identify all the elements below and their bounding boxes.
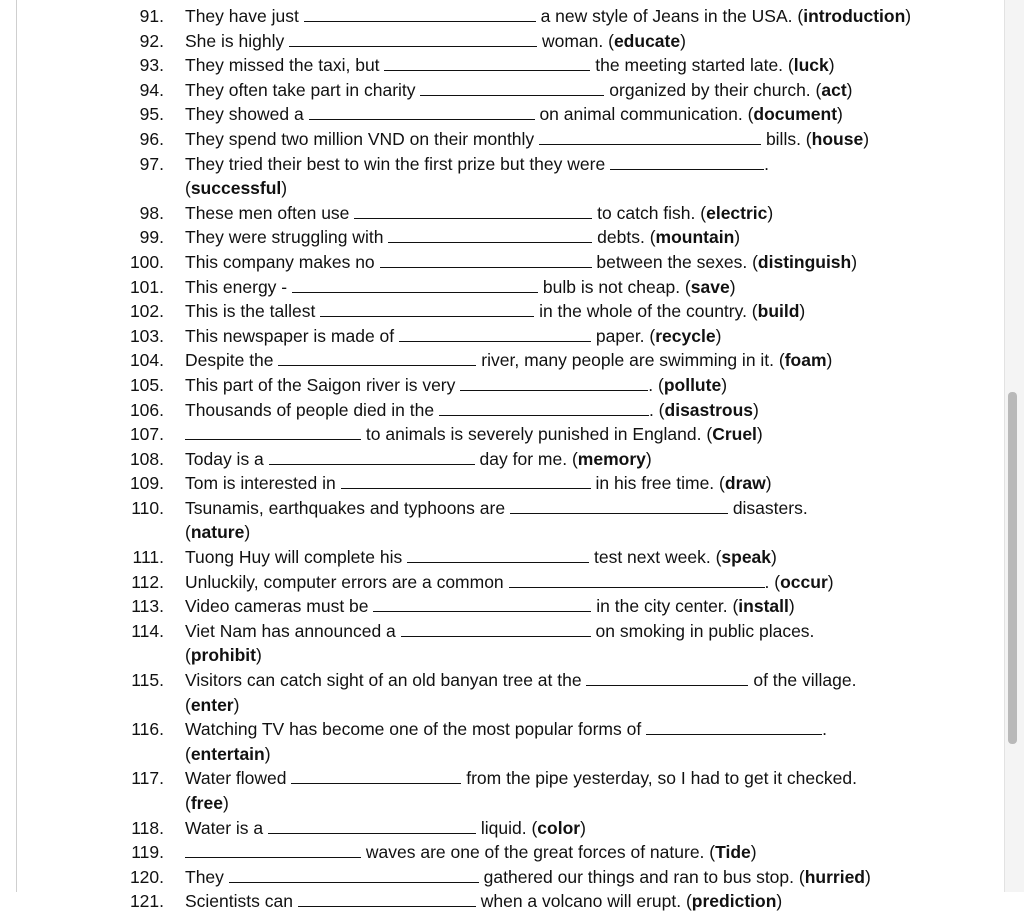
question-number: 113. (131, 596, 164, 617)
question-101 (0, 275, 1004, 300)
question-text: Despite the river, many people are swimming in it. (foam) (185, 350, 833, 371)
question-number: 121. (129, 891, 164, 912)
word-hint: hurried (804, 866, 865, 887)
answer-blank[interactable] (320, 301, 534, 317)
word-hint: introduction (803, 6, 906, 26)
word-hint: free (190, 793, 223, 813)
answer-blank[interactable] (401, 621, 591, 637)
question-108 (0, 447, 1004, 472)
question-text: Water is a liquid. (color) (185, 817, 586, 838)
question-94 (0, 78, 1004, 103)
question-number: 119. (131, 842, 164, 863)
question-text: Tuong Huy will complete his test next week. (speak) (185, 547, 777, 568)
question-text: They spend two million VND on their monthly bills. (house) (185, 128, 870, 149)
question-text: This company makes no between the sexes. (distinguish) (185, 251, 858, 272)
answer-blank[interactable] (354, 203, 592, 219)
question-92 (0, 29, 1004, 54)
question-text: They were struggling with debts. (mountain) (185, 227, 741, 248)
question-text: Thousands of people died in the . (disastrous) (185, 399, 759, 420)
question-96 (0, 127, 1004, 152)
question-number: 106. (129, 399, 164, 420)
answer-blank[interactable] (278, 350, 476, 366)
word-hint: Tide (715, 842, 751, 863)
word-hint: save (690, 276, 730, 297)
word-hint: Cruel (712, 424, 757, 445)
word-hint: install (738, 596, 789, 617)
question-text: They have just a new style of Jeans in the USA. (introduction) (185, 6, 912, 26)
answer-blank[interactable] (388, 227, 592, 243)
question-117 (0, 766, 1004, 815)
question-text: Water flowed from the pipe yesterday, so I had to get it checked. (free) (185, 768, 857, 813)
question-number: 96. (139, 128, 164, 149)
word-hint: mountain (655, 227, 735, 248)
answer-blank[interactable] (269, 449, 475, 465)
word-hint: house (811, 128, 864, 149)
question-number: 103. (129, 325, 164, 346)
question-text: They showed a on animal communication. (document) (185, 104, 843, 125)
question-102 (0, 299, 1004, 324)
answer-blank[interactable] (268, 818, 476, 834)
question-text: Visitors can catch sight of an old banyan tree at the of the village. (enter) (185, 670, 857, 715)
word-hint: electric (706, 202, 768, 223)
answer-blank[interactable] (185, 424, 361, 440)
question-97 (0, 152, 1004, 201)
question-98 (0, 201, 1004, 226)
question-number: 111. (132, 547, 164, 568)
answer-blank[interactable] (309, 104, 535, 120)
answer-blank[interactable] (291, 768, 461, 784)
answer-blank[interactable] (610, 154, 764, 170)
question-120 (0, 865, 1004, 890)
question-116 (0, 717, 1004, 766)
question-104 (0, 348, 1004, 373)
question-112 (0, 570, 1004, 595)
question-number: 93. (139, 55, 164, 76)
answer-blank[interactable] (407, 547, 589, 563)
answer-blank[interactable] (185, 842, 361, 858)
question-text: She is highly woman. (educate) (185, 30, 686, 51)
question-number: 114. (131, 620, 164, 641)
question-number: 100. (129, 251, 164, 272)
question-number: 98. (139, 202, 164, 223)
question-number: 120. (129, 866, 164, 887)
question-number: 115. (131, 670, 164, 691)
answer-blank[interactable] (292, 277, 538, 293)
question-111 (0, 545, 1004, 570)
question-100 (0, 250, 1004, 275)
word-hint: occur (780, 571, 828, 592)
word-hint: enter (190, 694, 234, 715)
question-text: Tom is interested in in his free time. (draw) (185, 473, 772, 494)
question-text: Unluckily, computer errors are a common . (occur) (185, 571, 834, 592)
word-hint: successful (190, 178, 282, 199)
question-text: to animals is severely punished in England. (Cruel) (164, 422, 925, 447)
question-number: 104. (129, 350, 164, 371)
scrollbar-thumb[interactable] (1008, 392, 1017, 744)
word-hint: memory (577, 448, 646, 469)
answer-blank[interactable] (510, 498, 728, 514)
word-hint: luck (793, 55, 829, 76)
question-text: They gathered our things and ran to bus stop. (hurried) (185, 866, 871, 887)
question-text: This part of the Saigon river is very . (pollute) (185, 374, 728, 395)
question-text: They missed the taxi, but the meeting started late. (luck) (185, 55, 835, 76)
question-text: Watching TV has become one of the most popular forms of . (entertain) (185, 719, 827, 764)
answer-blank[interactable] (399, 326, 591, 342)
question-text: Scientists can when a volcano will erupt. (prediction) (185, 891, 783, 912)
question-text: Video cameras must be in the city center. (install) (185, 596, 795, 617)
word-hint: prediction (691, 891, 777, 912)
question-number: 99. (139, 227, 164, 248)
answer-blank[interactable] (586, 670, 748, 686)
question-text: Tsunamis, earthquakes and typhoons are disasters. (nature) (185, 497, 808, 543)
word-hint: document (753, 104, 838, 125)
answer-blank[interactable] (384, 55, 590, 71)
exercise-document (0, 4, 1004, 914)
question-107 (0, 422, 1004, 447)
question-95 (0, 102, 1004, 127)
question-number: 118. (131, 817, 164, 838)
answer-blank[interactable] (439, 400, 649, 416)
question-text: Today is a day for me. (memory) (185, 448, 652, 469)
answer-blank[interactable] (539, 129, 761, 145)
question-number: 102. (129, 301, 164, 322)
answer-blank[interactable] (341, 473, 591, 489)
question-91 (0, 4, 1004, 29)
question-text: This newspaper is made of paper. (recycle) (185, 325, 722, 346)
question-text: They tried their best to win the first prize but they were . (successful) (185, 153, 769, 199)
answer-blank[interactable] (509, 572, 765, 588)
question-number: 94. (139, 79, 164, 100)
question-number: 109. (129, 473, 164, 494)
answer-blank[interactable] (304, 6, 536, 22)
question-text: This energy - bulb is not cheap. (save) (185, 276, 736, 297)
word-hint: distinguish (757, 251, 852, 272)
answer-blank[interactable] (289, 31, 537, 47)
question-119 (0, 840, 1004, 865)
word-hint: disastrous (664, 399, 754, 420)
question-text: This is the tallest in the whole of the country. (build) (185, 301, 806, 322)
question-number: 97. (139, 153, 164, 174)
question-number: 116. (131, 719, 164, 740)
word-hint: nature (190, 522, 245, 543)
question-113 (0, 594, 1004, 619)
question-number: 91. (139, 6, 164, 26)
word-hint: act (821, 79, 847, 100)
question-103 (0, 324, 1004, 349)
question-text: waves are one of the great forces of nature. (Tide) (164, 840, 925, 865)
answer-blank[interactable] (646, 719, 822, 735)
question-number: 110. (131, 497, 164, 518)
question-number: 117. (131, 768, 164, 789)
question-115 (0, 668, 1004, 717)
word-hint: educate (613, 30, 681, 51)
question-text: These men often use to catch fish. (electric) (185, 202, 774, 223)
question-number: 112. (131, 571, 164, 592)
answer-blank[interactable] (373, 596, 591, 612)
question-number: 105. (129, 374, 164, 395)
word-hint: draw (724, 473, 766, 494)
word-hint: prohibit (190, 645, 256, 666)
word-hint: entertain (190, 743, 265, 764)
question-text: They often take part in charity organized by their church. (act) (185, 79, 853, 100)
answer-blank[interactable] (380, 252, 592, 268)
word-hint: build (757, 301, 800, 322)
question-106 (0, 398, 1004, 423)
word-hint: color (537, 817, 581, 838)
question-number: 101. (129, 276, 164, 297)
question-number: 92. (139, 30, 164, 51)
word-hint: pollute (663, 374, 722, 395)
word-hint: recycle (655, 325, 716, 346)
word-hint: speak (721, 547, 772, 568)
answer-blank[interactable] (420, 80, 604, 96)
question-105 (0, 373, 1004, 398)
question-118 (0, 816, 1004, 841)
question-110 (0, 496, 1004, 545)
word-hint: foam (784, 350, 827, 371)
answer-blank[interactable] (460, 375, 648, 391)
question-114 (0, 619, 1004, 668)
question-number: 107. (129, 424, 164, 445)
answer-blank[interactable] (298, 891, 476, 907)
question-text: Viet Nam has announced a on smoking in public places. (prohibit) (185, 620, 815, 666)
question-121 (0, 889, 1004, 914)
question-number: 95. (139, 104, 164, 125)
question-number: 108. (129, 448, 164, 469)
question-109 (0, 471, 1004, 496)
question-99 (0, 225, 1004, 250)
answer-blank[interactable] (229, 867, 479, 883)
question-93 (0, 53, 1004, 78)
